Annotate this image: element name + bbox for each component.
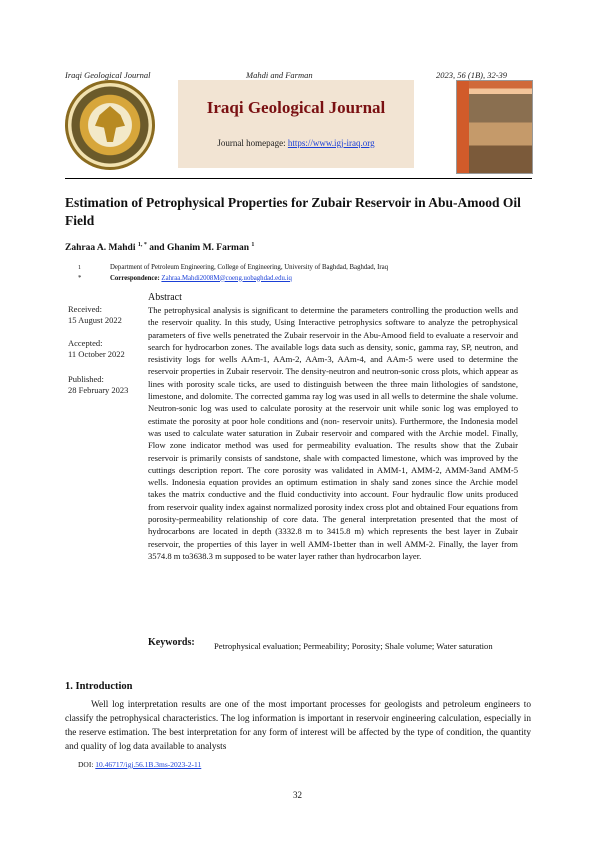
author-affiliation-mark: 1 <box>251 242 255 248</box>
author-join: and <box>146 243 167 254</box>
running-header-citation: 2023, 56 (1B), 32-39 <box>436 70 508 80</box>
correspondence-email[interactable]: Zahraa.Mahdi2008M@coeng.uobaghdad.edu.iq <box>161 274 292 282</box>
received-date: 15 August 2022 <box>68 315 122 325</box>
author-name: Ghanim M. Farman <box>166 243 250 254</box>
journal-title: Iraqi Geological Journal <box>206 98 386 117</box>
accepted-date: 11 October 2022 <box>68 349 125 359</box>
accepted-block <box>68 338 125 360</box>
author-name: Zahraa A. Mahdi <box>65 243 136 254</box>
keywords-text: Petrophysical evaluation; Permeability; Porosity; Shale volume; Water saturation <box>214 641 493 651</box>
doi-link[interactable]: 10.46717/igj.56.1B.3ms-2023-2-11 <box>95 760 202 769</box>
affiliation-text: Department of Petroleum Engineering, College of Engineering, University of Baghdad, Baghdad, Iraq <box>110 264 389 271</box>
introduction-text: Well log interpretation results are one of the most important processes for geologists and petroleum engineers to classify the petrophysical characteristics. The log information is important in reservoir engineering calculation, especially in the reserve estimation. The best interpretation for any form of interest will be affected by the type of condition, the quantity and quality of log data available to analysts <box>65 700 531 752</box>
received-block <box>68 304 122 326</box>
received-label: Received: <box>68 304 102 314</box>
published-label: Published: <box>68 374 104 384</box>
section-heading-introduction: 1. Introduction <box>65 681 133 692</box>
author-affiliation-mark: 1, * <box>137 242 147 248</box>
article-title: Estimation of Petrophysical Properties for Zubair Reservoir in Abu-Amood Oil Field <box>65 195 521 228</box>
running-header-journal: Iraqi Geological Journal <box>65 70 151 80</box>
author-list <box>65 242 254 253</box>
doi-line <box>78 760 201 769</box>
cover-band <box>457 81 469 173</box>
affiliation-mark: 1 <box>78 265 81 271</box>
published-date: 28 February 2023 <box>68 385 129 395</box>
journal-header-box <box>178 80 414 168</box>
homepage-link[interactable]: https://www.igj-iraq.org <box>287 138 375 148</box>
correspondence-row <box>78 274 388 285</box>
journal-homepage <box>178 138 414 148</box>
correspondence-mark: * <box>78 274 82 282</box>
abstract-heading: Abstract <box>148 292 182 303</box>
page-number: 32 <box>293 790 302 800</box>
doi-label: DOI: <box>78 760 96 769</box>
header-divider <box>65 178 532 179</box>
affiliations <box>78 263 388 284</box>
published-block <box>68 374 128 396</box>
accepted-label: Accepted: <box>68 338 103 348</box>
abstract-text: The petrophysical analysis is significant to determine the parameters controlling the production wells and the reservoir quality. In this study, Using Interactive petrophysics software to analyze the petrophysical parameters of five wells penetrated the Zubair reservoir in the Abu-Amood field to evaluate a reservoir and search for hydrocarbon zones. The available logs data such as density, sonic, gamma ray, SP, neutron, and resistivity logs for wells AAm-1, AAm-2, AAm-3, AAm-4, and AAm-5 were used to determine the reservoir properties in Zubair reservoir. The density-neutron and neutron-sonic cross plots, which appear as lines with porosity scale ticks, are used to distinguish between the three main lithologies of sandstone, limestone, and dolomite. The corrected gamma ray log was used in all wells to determine the shale volume. Neutron-sonic log was used to calculate porosity at the reservoir unit while sonic log was employed to estimate the porosity at poor hole conditions and (non- reservoir units). Furthermore, the Indonesia model was used to calculate water saturation in Zubair reservoir and compared with the Archie model. Finally, Flow zone indicator method was used for permeability evaluation. The results show that the Zubair reservoir is primarily consists of sandstone, shale with compacted limestone, which was improved by the cuttings description report. The core porosity was validated in AMM-1, AMM-2, AMM-3and AMM-5 wells. Indonesia equation provides an optimum estimation in shaly sand zones since the Archie model takes the matrix conductive and the fluid conductivity into account. Four hydraulic flow units produced from reservoir quality index against normalized porosity index cross plot and obtained Four equations from porosity-permeability relationship of core data. The general interpretation presented that the most of hydrocarbons are located in depth (3332.8 m to 3415.8 m) which represents the best layer in Zubair reservoir, the properties of this layer in well AMM-1better than in well AMM-2. Finally, the layer from 3574.8 m to3638.3 m supposed to be water layer rather than hydrocarbon layer. <box>148 305 518 561</box>
correspondence-label: Correspondence: <box>110 274 162 282</box>
affiliation-row <box>78 263 388 274</box>
journal-seal-logo <box>65 80 155 170</box>
keywords-heading: Keywords: <box>148 637 195 648</box>
running-header-authors: Mahdi and Farman <box>246 70 313 80</box>
eagle-emblem-icon <box>95 106 125 142</box>
homepage-label: Journal homepage: <box>217 138 288 148</box>
journal-cover-image <box>456 80 533 174</box>
